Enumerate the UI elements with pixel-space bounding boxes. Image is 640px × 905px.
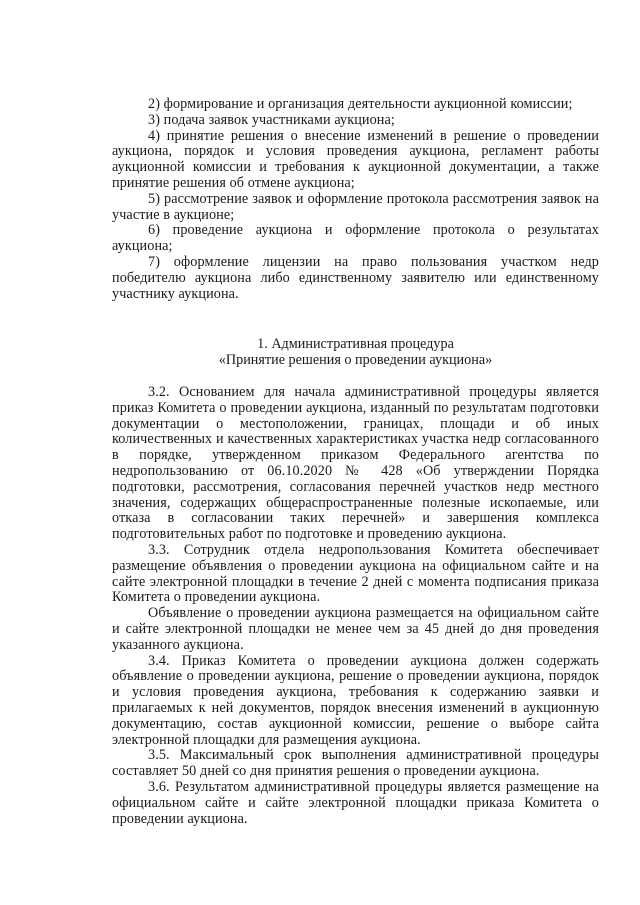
list-item: 3) подача заявок участниками аукциона; [148, 111, 395, 128]
body-paragraph: Объявление о проведении аукциона размещается на официальном сайте и сайте электронной площадки не менее чем за 45 дней до дня проведения указанного аукциона. [112, 605, 599, 653]
list-item: 6) проведение аукциона и оформление протокола о результатах аукциона; [112, 222, 599, 255]
section-heading [112, 337, 599, 369]
body-paragraph: 3.5. Максимальный срок выполнения административной процедуры составляет 50 дней со дня принятия решения о проведении аукциона. [112, 747, 599, 780]
list-item: 2) формирование и организация деятельности аукционной комиссии; [148, 96, 573, 112]
body-paragraph: 3.3. Сотрудник отдела недропользования Комитета обеспечивает размещение объявления о проведении аукциона на официальном сайте и на сайте электронной площадки в течение 2 дней с момента подписания приказа Комитета о проведении аукциона. [112, 541, 599, 606]
section-subtitle: «Принятие решения о проведении аукциона» [218, 351, 493, 368]
list-item: 7) оформление лицензии на право пользования участком недр победителю аукциона либо единственному заявителю или единственному участнику аукциона. [112, 253, 599, 302]
list-item: 4) принятие решения о внесение изменений в решение о проведении аукциона, порядок и условия проведения аукциона, регламент работы аукционной комиссии и требования к аукционной документации, а также принятие решения об отмене аукциона; [112, 127, 599, 191]
body-paragraph: 3.6. Результатом административной процедуры является размещение на официальном сайте и сайте электронной площадки приказа Комитета о проведении аукциона. [112, 778, 599, 827]
section-body [112, 385, 599, 827]
body-paragraph: 3.4. Приказ Комитета о проведении аукциона должен содержать объявление о проведении аукциона, решение о проведении аукциона, порядок и условия проведения аукциона, требования к содержанию заявки и прилагаемых к ней документов, порядок внесения изменений в аукционную документацию, состав аукционной комиссии, решение о выборе сайта электронной площадки для размещения аукциона. [112, 652, 599, 748]
body-paragraph: 3.2. Основанием для начала административной процедуры является приказ Комитета о проведении аукциона, изданный по результатам подготовки документации о местоположении, границах, площади и об иных количественных и качественных характеристиках участка недр согласованного в порядке, утвержденном приказом Федерального агентства по недропользованию от 06.10.2020 № 428 «Об утверждении Порядка подготовки, рассмотрения, согласования перечней участков недр местного значения, содержащих общераспространенные полезные ископаемые, или отказа в согласовании таких перечней» и завершения комплекса подготовительных работ по подготовке и проведению аукциона. [112, 384, 599, 543]
section-title: 1. Административная процедура [257, 336, 454, 352]
list-item: 5) рассмотрение заявок и оформление протокола рассмотрения заявок на участие в аукционе; [112, 190, 599, 223]
procedure-list [112, 97, 599, 302]
